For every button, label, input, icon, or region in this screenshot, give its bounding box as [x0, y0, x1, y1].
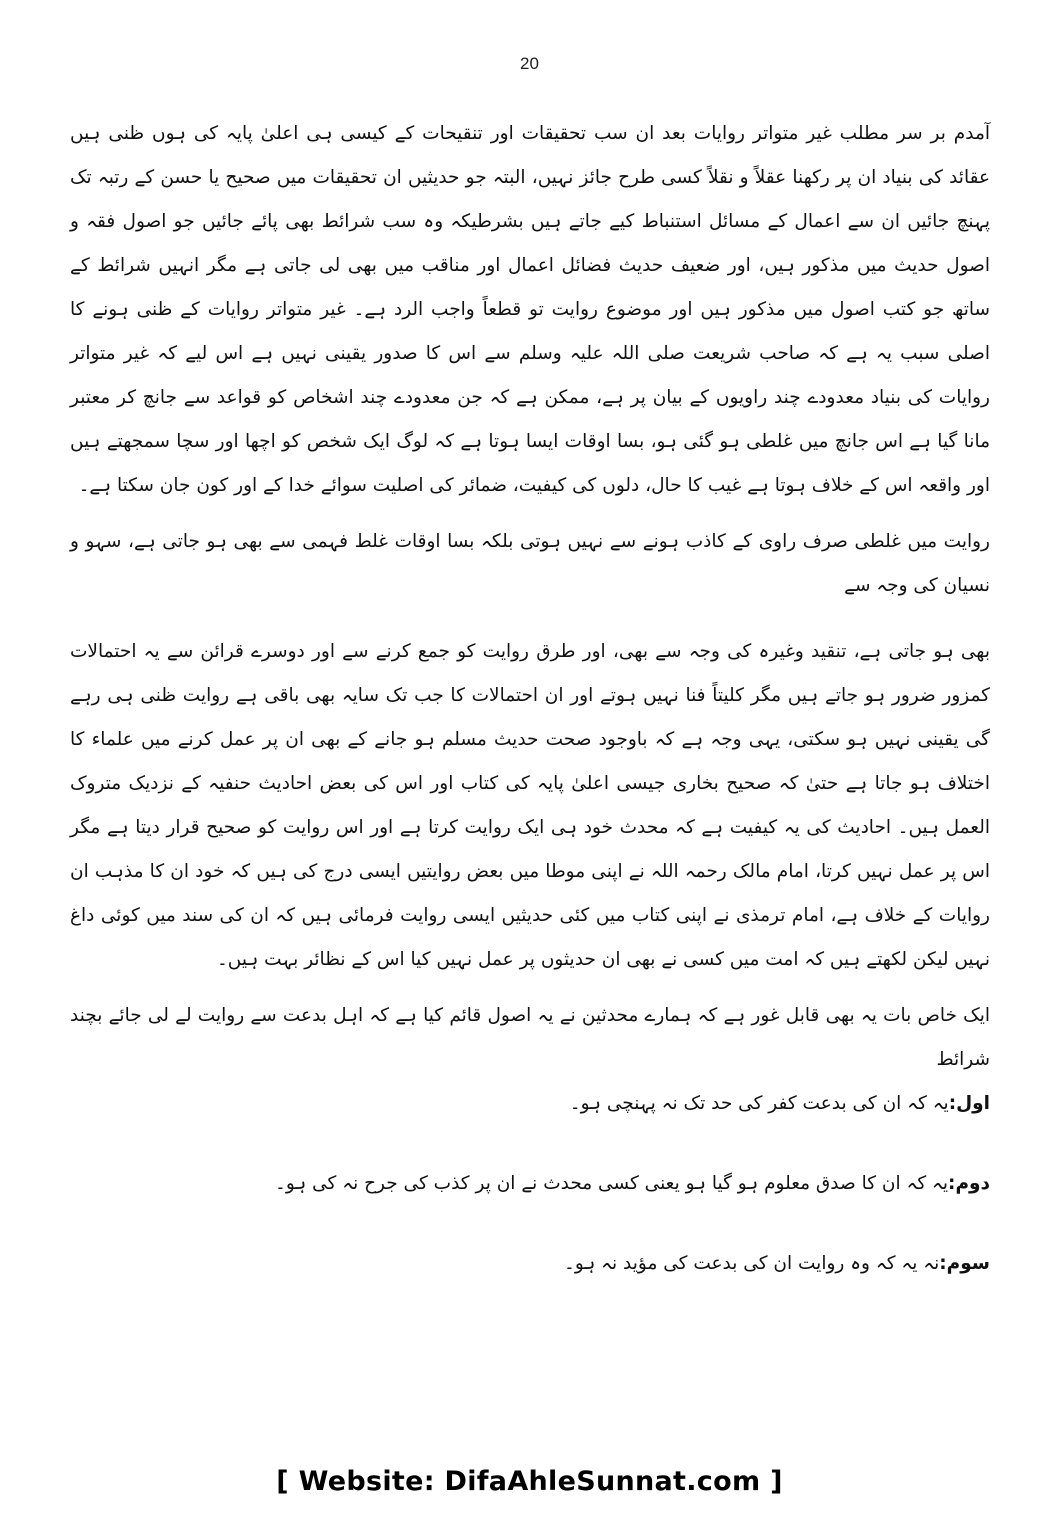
condition-third-label: سوم: [939, 1253, 990, 1274]
paragraph-main: آمدم بر سر مطلب غیر متواتر روایات بعد ان سب تحقیقات اور تنقیحات کے کیسی ہی اعلیٰ پایہ کی ہوں ظنی ہیں عقائد کی بنیاد ان پر رکھنا عقلاً و نقلاً کسی طرح جائز نہیں، البتہ جو حدیثیں ان تحقیقات میں صحیح یا حسن کے رتبہ تک پہنچ جائیں ان سے اعمال کے مسائل استنباط کیے جاتے ہیں بشرطیکہ وہ سب شرائط بھی پائے جائیں جو اصول فقہ و اصول حدیث میں مذکور ہیں، اور ضعیف حدیث فضائل اعمال اور مناقب میں بھی لی جاتی ہے مگر انہیں شرائط کے ساتھ جو کتب اصول میں مذکور ہیں اور موضوع روایت تو قطعاً واجب الرد ہے۔ غیر متواتر روایات کے ظنی ہونے کا اصلی سبب یہ ہے کہ صاحب شریعت صلی اللہ علیہ وسلم سے اس کا صدور یقینی نہیں ہے اس لیے کہ غیر متواتر روایات کی بنیاد معدودے چند راویوں کے بیان پر ہے، ممکن ہے کہ جن معدودے چند اشخاص کو قواعد سے جانچ کر معتبر مانا گیا ہے اس جانچ میں غلطی ہو گئی ہو، بسا اوقات ایسا ہوتا ہے کہ لوگ ایک شخص کو اچھا اور سچا سمجھتے ہیں اور واقعہ اس کے خلاف ہوتا ہے غیب کا حال، دلوں کی کیفیت، ضمائر کی اصلیت سوائے خدا کے اور کون جان سکتا ہے۔ [70, 123, 990, 496]
condition-third-text: نہ یہ کہ وہ روایت ان کی بدعت کی مؤید نہ ہو۔ [564, 1253, 940, 1274]
condition-second-text: یہ کہ ان کا صدق معلوم ہو گیا ہو یعنی کسی محدث نے ان پر کذب کی جرح نہ کی ہو۔ [275, 1173, 949, 1194]
condition-first-label: اول: [948, 1093, 990, 1114]
page-number: 20 [520, 54, 539, 73]
condition-third [70, 1242, 990, 1286]
paragraph-narration-error: روایت میں غلطی صرف راوی کے کاذب ہونے سے نہیں ہوتی بلکہ بسا اوقات غلط فہمی سے بھی ہو جاتی ہے، سہو و نسیان کی وجہ سے [70, 531, 990, 596]
paragraph-conditions-intro: ایک خاص بات یہ بھی قابل غور ہے کہ ہمارے محدثین نے یہ اصول قائم کیا ہے کہ اہل بدعت سے روایت لے لی جائے بچند شرائط [70, 1005, 990, 1070]
condition-second-label: دوم: [948, 1173, 990, 1194]
condition-first [70, 1082, 990, 1126]
condition-second [70, 1162, 990, 1206]
paragraph-probabilities: بھی ہو جاتی ہے، تنقید وغیرہ کی وجہ سے بھی، اور طرق روایت کو جمع کرنے سے اور دوسرے قرائن سے یہ احتمالات کمزور ضرور ہو جاتے ہیں مگر کلیتاً فنا نہیں ہوتے اور ان احتمالات کا جب تک سایہ بھی باقی ہے روایت ظنی ہی رہے گی یقینی نہیں ہو سکتی، یہی وجہ ہے کہ باوجود صحت حدیث مسلم ہو جانے کے بھی ان پر عمل کرنے میں علماء کا اختلاف ہو جاتا ہے حتیٰ کہ صحیح بخاری جیسی اعلیٰ پایہ کی کتاب اور اس کی بعض احادیث حنفیہ کے نزدیک متروک العمل ہیں۔ احادیث کی یہ کیفیت ہے کہ محدث خود ہی ایک روایت کرتا ہے اور اس روایت کو صحیح قرار دیتا ہے مگر اس پر عمل نہیں کرتا، امام مالک رحمہ اللہ نے اپنی موطا میں بعض روایتیں ایسی درج کی ہیں کہ خود ان کا مذہب ان روایات کے خلاف ہے، امام ترمذی نے اپنی کتاب میں کئی حدیثیں ایسی روایت فرمائی ہیں کہ ان کی سند میں کوئی داغ نہیں لیکن لکھتے ہیں کہ امت میں کسی نے بھی ان حدیثوں پر عمل نہیں کیا اس کے نظائر بہت ہیں۔ [70, 641, 990, 970]
website-footer: [ Website: DifaAhleSunnat.com ] [276, 1466, 783, 1497]
condition-first-text: یہ کہ ان کی بدعت کفر کی حد تک نہ پہنچی ہو۔ [569, 1093, 949, 1114]
document-body [70, 112, 990, 1286]
